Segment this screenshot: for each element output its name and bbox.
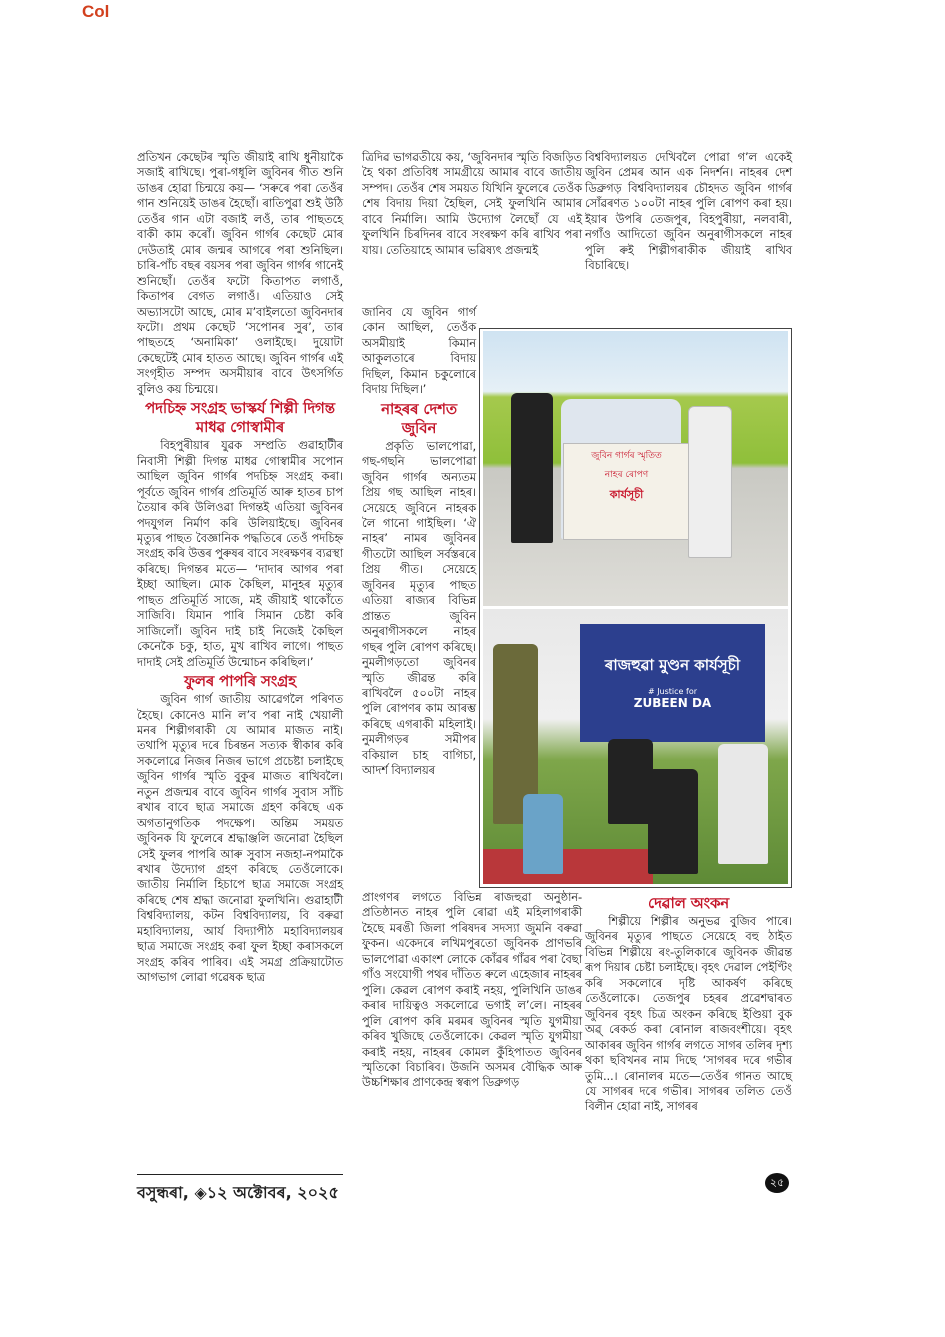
banner-name: ZUBEEN DA: [633, 696, 712, 710]
paragraph: প্ৰাংগণৰ লগতে বিভিন্ন ৰাজহুৱা অনুষ্ঠান-প্ৰতিষ্ঠানত নাহৰ পুলি ৰোৱা এই মহিলাগৰাকী হৈছে মৰঙী জিলা পৰিষদৰ সদস্যা জুমনি বৰুৱা ফুকন। একেদৰে লখিমপুৰতো জুবিনক প্ৰাণভৰি ভালপোৱা একাংশ লোকে কোঁৱৰ গাঁৱৰ পৰা বৈছা গাঁও সংযোগী পথৰ দাঁতিত ৰুলে এহেজাৰ নাহৰৰ পুলি। কেৱল ৰোপণ কৰাই নহয়, পুলিখিনি ডাঙৰ কৰাৰ দায়িত্বও সকলোৱে ভগাই ল’লে। নাহৰৰ পুলি ৰোপণ কৰি মৰমৰ জুবিনৰ স্মৃতি যুগমীয়া কৰিব খুজিছে তেওঁলোকে। কেৱল স্মৃতি যুগমীয়া কৰাই নহয়, নাহৰৰ কোমল কুঁহিপাতত জুবিনৰ স্মৃতিকো বিচাৰিব। উজনি অসমৰ বৌদ্ধিক আৰু উচ্চশিক্ষাৰ প্ৰাণকেন্দ্ৰ স্বৰূপ ডিব্ৰুগড়: [362, 890, 582, 1090]
shaving-banner: [580, 624, 765, 742]
column-2-top: [362, 150, 582, 258]
column-1: [137, 150, 343, 986]
footer-rule: [137, 1174, 343, 1175]
person: [648, 769, 698, 874]
paragraph: বিহপুৰীয়াৰ যুৱক সম্প্ৰতি গুৱাহাটীৰ নিবাসী শিল্পী দিগন্ত মাধৱ গোস্বামীৰ সপোন আছিল জুবিন গাৰ্গৰ পদচিহ্ন সংগ্ৰহ কৰা। পূৰ্বতে জুবিন গাৰ্গৰ প্ৰতিমূৰ্তি আৰু হাতৰ চাপ তৈয়াৰ কৰি উলিওৱা দিগন্তই এতিয়া জুবিনৰ পদযুগল নিৰ্মাণ কৰি উলিয়াইছে। জুবিনৰ মৃত্যুৰ পাছত বৈজ্ঞানিক পদ্ধতিৰে তেওঁ পদচিহ্ন সংগ্ৰহ কৰি উত্তৰ পুৰুষৰ বাবে সংৰক্ষণৰ ব্যৱস্থা কৰিছে। দিগন্তৰ মতে— ‘দাদাৰ আগৰ পৰা ইচ্ছা আছিল। মোক কৈছিল, মানুহৰ মৃত্যুৰ পাছত প্ৰতিমূৰ্তি সাজে, মই জীয়াই থাকোঁতে সাজিবি। যিমান পাৰি সিমান চেষ্টা কৰি সাজিলোঁ। জুবিন দাই চাই নিজেই কৈছিল কেনেকৈ চকু, হাত, মুখ ৰাখিব লাগে। পাছত দাদাই সেই প্ৰতিমূৰ্তি উন্মোচন কৰিছিল।’: [137, 438, 343, 669]
column-2-narrow: [362, 305, 476, 779]
column-3-bottom: [585, 892, 792, 1115]
subheading-footprint: পদচিহ্ন সংগ্ৰহ ভাস্কৰ্য শিল্পী দিগন্ত মাধৱ গোস্বামীৰ: [145, 399, 335, 437]
red-mat: [483, 849, 653, 884]
banner-title: ৰাজহুৱা মুণ্ডন কাৰ্যসূচী: [604, 656, 741, 674]
subheading-nahar: নাহৰৰ দেশত জুবিন: [381, 399, 457, 437]
person: [608, 739, 653, 824]
person: [523, 794, 563, 874]
planting-banner: [563, 443, 690, 540]
photo-head-shaving: [483, 609, 788, 884]
subheading-wall-painting: দেৱাল অংকন: [648, 894, 729, 912]
paragraph: বিশ্ববিদ্যালয়ত দেখিবলৈ পোৱা গ’ল একেই জুবিন প্ৰেমৰ আন এক নিদৰ্শন। নাহৰৰ দেশ ডিব্ৰুগড় বিশ্ববিদ্যালয়ৰ চৌহদত জুবিন গাৰ্গৰ সোঁৱৰণত ১০০টা নাহৰ পুলি ৰোপণ কৰা হয়। ইয়াৰ উপৰি তেজপুৰ, বিহপুৰীয়া, নলবাৰী, নগাঁও আদিতো জুবিন অনুৰাগীসকলে নাহৰ পুলি ৰুই শিল্পীগৰাকীক জীয়াই ৰাখিব বিচাৰিছে।: [585, 150, 792, 273]
banner-line: নাহৰ ৰোপণ: [604, 470, 649, 480]
section-tag: Col: [82, 2, 110, 21]
paragraph: জুবিন গাৰ্গ জাতীয় আৱেগলৈ পৰিণত হৈছে। কোনেও মানি ল’ব পৰা নাই খেয়ালী মনৰ শিল্পীগৰাকী যে আমাৰ মাজত নাই। তথাপি মৃত্যুৰ দৰে চিৰন্তন সত্যক স্বীকাৰ কৰি সকলোৱে নিজৰ নিজৰ ভাগে প্ৰচেষ্টা চলাইছে জুবিন গাৰ্গৰ স্মৃতি বুকুৰ মাজত ৰাখিবলৈ। নতুন প্ৰজন্মৰ বাবে জুবিন গাৰ্গৰ সুবাস সাঁচি ৰখাৰ বাবে ছাত্ৰ সমাজে গ্ৰহণ কৰিছে এক অগতানুগতিক পদক্ষেপ। অন্তিম সময়ত জুবিনক যি ফুলেৰে শ্ৰদ্ধাঞ্জলি জনোৱা হৈছিল সেই ফুলৰ পাপৰি আৰু সুবাস নজহা-নপমাকৈ ৰখাৰ উদ্যোগ গ্ৰহণ কৰিছে তেওঁলোকে। জাতীয় নিৰ্মালি হিচাপে ছাত্ৰ সমাজে সংগ্ৰহ কৰিছে শেষ শ্ৰদ্ধা জনোৱা ফুলখিনি। গুৱাহাটী বিশ্ববিদ্যালয়, কটন বিশ্ববিদ্যালয়, বি বৰুৱা মহাবিদ্যালয়, আৰ্য বিদ্যাপীঠ মহাবিদ্যালয়ৰ ছাত্ৰ সমাজে সংগ্ৰহ কৰা ফুল ইচ্ছা কৰাসকলে সংগ্ৰহ কৰিব পাৰিব। এই সমগ্ৰ প্ৰক্ৰিয়াটোত আগভাগ লোৱা গৱেষক ছাত্ৰ: [137, 692, 343, 985]
person: [688, 406, 732, 558]
paragraph: প্ৰকৃতি ভালপোৱা, গছ-গছনি ভালপোৱা জুবিন গাৰ্গৰ অন্যতম প্ৰিয় গছ আছিল নাহৰ। সেয়েহে জুবিনে নাহৰক লৈ গানো গাইছিল। ‘ঐ নাহৰ’ নামৰ জুবিনৰ গীতটো আছিল সৰ্বস্তৰৰে প্ৰিয় গীত। সেয়েহে জুবিনৰ মৃত্যুৰ পাছত এতিয়া ৰাজ্যৰ বিভিন্ন প্ৰান্তত জুবিন অনুৰাগীসকলে নাহৰ গছৰ পুলি ৰোপণ কৰিছে। নুমলীগড়তো জুবিনৰ স্মৃতি জীৱন্ত কৰি ৰাখিবলৈ ৫০০টা নাহৰ পুলি ৰোপণৰ কাম আৰম্ভ কৰিছে এগৰাকী মহিলাই। নুমলীগড়ৰ সমীপৰ বকিয়াল চাহ বাগিচা, আদৰ্শ বিদ্যালয়ৰ: [362, 438, 476, 778]
paragraph: প্ৰতিখন কেছেটৰ স্মৃতি জীয়াই ৰাখি ধুনীয়াকৈ সজাই ৰাখিছে। পুৰা-গধূলি জুবিনৰ গীত শুনি ডাঙৰ হোৱা চিন্ময়ে কয়— ‘সৰুৰে পৰা তেওঁৰ গান শুনিয়েই ডাঙৰ হৈছোঁ। ৰাতিপুৱা শুই উঠি তেওঁৰ গান এটা বজাই লওঁ, তাৰ পাছতহে বাকী কাম কৰোঁ। জুবিন গাৰ্গৰ কেছেট মোৰ দেউতাই মোৰ জন্মৰ আগৰে পৰা শুনিছিল। চাৰি-পাঁচ বছৰ বয়সৰ পৰা জুবিন গাৰ্গৰ গানেই শুনিছোঁ। তেওঁৰ ফটো কিতাপত লগাওঁ, কিতাপৰ বেগত লগাওঁ। এতিয়াও সেই অভ্যাসটো আছে, মোৰ ম’বাইলতো জুবিনদাৰ ফটো। প্ৰথম কেছেট ‘সপোনৰ সুৰ’, তাৰ পাছতহে ‘অনামিকা’ ওলাইছে। দুয়োটা কেছেটেই মোৰ হাতত আছে। জুবিন গাৰ্গৰ এই সংগৃহীত সম্পদ অসমীয়াৰ বাবে উৎসৰ্গিত বুলিও কয় চিন্ময়ে।: [137, 150, 343, 396]
column-3-top: [585, 150, 792, 274]
paragraph: শিল্পীয়ে শিল্পীৰ অনুভৱ বুজিব পাৰে। জুবিনৰ মৃত্যুৰ পাছতে সেয়েহে বহু ঠাইত বিভিন্ন শিল্পীয়ে ৰং-তুলিকাৰে জুবিনক জীৱন্ত ৰূপ দিয়াৰ চেষ্টা চলাইছে। বৃহৎ দেৱাল পেইণ্টিং কৰি সকলোৰে দৃষ্টি আকৰ্ষণ কৰিছে তেওঁলোকে। তেজপুৰ চহৰৰ প্ৰৱেশদ্বাৰত জুবিনৰ বৃহৎ চিত্ৰ অংকন কৰিছে ইণ্ডিয়া বুক অৱ্ ৰেকৰ্ড কৰা ৰোনাল ৰাজবংশীয়ে। বৃহৎ আকাৰৰ জুবিন গাৰ্গৰ লগতে সাগৰ তলিৰ দৃশ্য থকা ছবিখনৰ নাম দিছে ‘সাগৰৰ দৰে গভীৰ তুমি...। ৰোনালৰ মতে—তেওঁৰ গানত আছে যে সাগৰৰ দৰে গভীৰ। সাগৰৰ তলিত তেওঁ বিলীন হোৱা নাই, সাগৰৰ: [585, 914, 792, 1114]
paragraph: জানিব যে জুবিন গাৰ্গ কোন আছিল, তেওঁক অসমীয়াই কিমান আকুলতাৰে বিদায় দিছিল, কিমান চকুলোৰে বিদায় দিছিল।’: [362, 305, 476, 397]
footer-publication: বসুন্ধৰা, ◈১২ অক্টোবৰ, ২০২৫: [137, 1183, 339, 1202]
subheading-flower-petals: ফুলৰ পাপৰি সংগ্ৰহ: [184, 672, 296, 691]
photo-panel: [479, 328, 792, 888]
person: [511, 393, 553, 543]
column-2-bottom: [362, 890, 582, 1091]
banner-line: কাৰ্যসূচী: [609, 488, 644, 501]
paragraph: ত্ৰিদিৱ ভাগৱতীয়ে কয়, ‘জুবিনদাৰ স্মৃতি বিজড়িত হৈ থকা প্ৰতিবিধ সামগ্ৰীয়ে আমাৰ বাবে জাতীয় সম্পদ। তেওঁৰ শেষ সময়ত যিখিনি ফুলেৰে তেওঁক শেষ বিদায় দিয়া হৈছিল, সেই ফুলখিনি আমাৰ বাবে নিৰ্মালি। আমি উদ্যোগ লৈছোঁ যে এই ফুলখিনি চিৰদিনৰ বাবে সংৰক্ষণ কৰি ৰাখিব পৰা যায়। তেতিয়াহে আমাৰ ভৱিষ্যৎ প্ৰজন্মই: [362, 150, 582, 257]
banner-tag: # Justice for: [647, 687, 698, 696]
banner-line: জুবিন গাৰ্গৰ স্মৃতিত: [591, 451, 662, 461]
person: [718, 744, 768, 864]
photo-tree-planting: [483, 331, 788, 606]
page-number: ২৫: [765, 1173, 789, 1193]
